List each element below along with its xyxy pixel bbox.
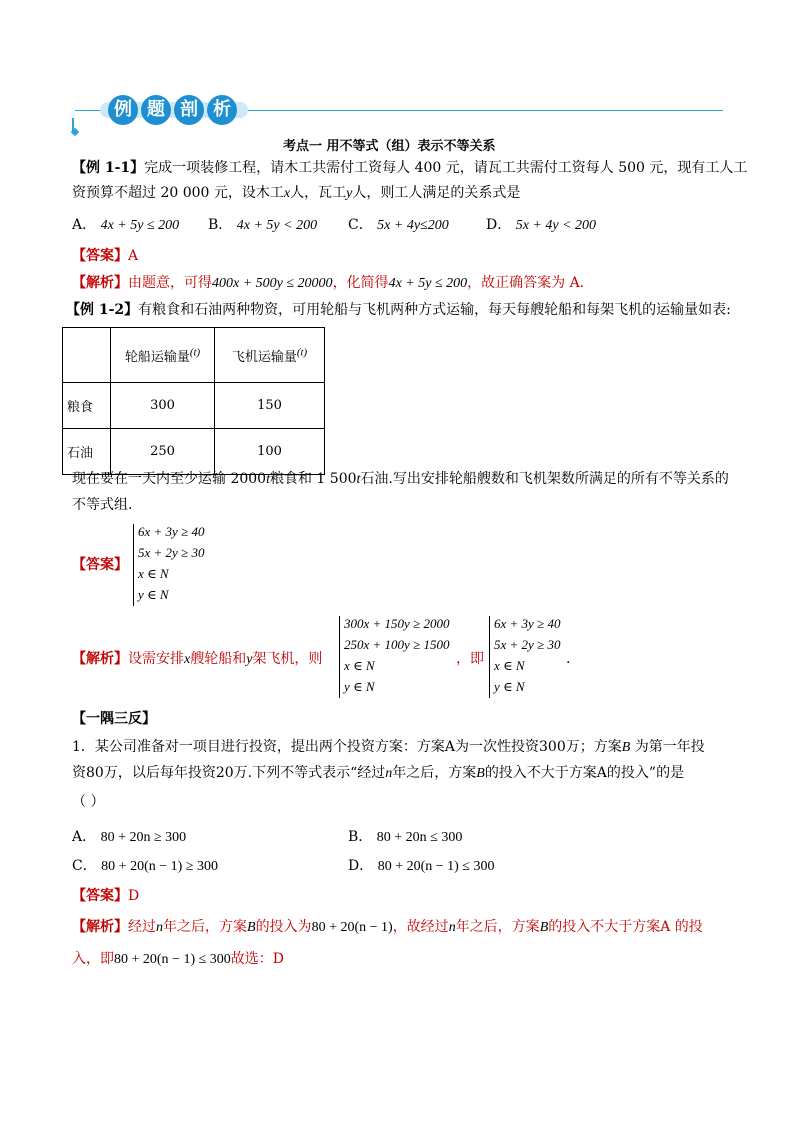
option-label: A．: [72, 217, 97, 233]
analysis-var: n: [156, 920, 163, 935]
option-expr: 80 + 20n ≤ 300: [376, 830, 463, 845]
analysis-expr: 80 + 20(n − 1): [311, 920, 393, 935]
option-label: B．: [208, 217, 233, 233]
ex2-unit-t: t: [266, 472, 270, 487]
header-char-4: 析: [207, 95, 237, 125]
ex1-var-x: x: [283, 186, 291, 201]
table-cell: 100: [215, 429, 325, 475]
ex2-text2b: 粮食和 1 500: [269, 471, 357, 487]
ex2-answer-tag: [72, 554, 128, 576]
section-title: 考点一 用不等式（组）表示不等关系: [283, 139, 496, 154]
ex1-options: [72, 214, 179, 237]
analysis-text: 故选：D: [230, 951, 285, 967]
analysis-expr: 400x + 500y ≤ 20000: [212, 276, 333, 291]
ex2-line1: [66, 299, 731, 321]
q1-analysis-line1: [72, 916, 703, 939]
q1-option-c[interactable]: [72, 855, 218, 878]
system-line: 250x + 100y ≥ 1500: [344, 637, 450, 652]
option-label: C．: [72, 858, 97, 874]
analysis-text: 的投入为: [255, 919, 312, 935]
analysis-text: 由题意，可得: [128, 275, 212, 291]
header-char-3: 剖: [174, 95, 204, 125]
ex1-analysis: [72, 272, 584, 295]
option-label: A．: [72, 829, 97, 845]
header-unit: (t): [296, 346, 308, 359]
table-cell: 石油: [63, 429, 111, 475]
analysis-tag: 【解析】: [72, 651, 128, 667]
q1-text: 资80万，以后每年投资20万.下列不等式表示“经过: [72, 765, 386, 781]
q1-var: n: [385, 766, 393, 781]
option-expr: 5x + 4y≤200: [377, 218, 449, 233]
option-expr: 80 + 20(n − 1) ≥ 300: [101, 859, 218, 874]
table-header-row: [63, 328, 325, 383]
answer-value: D: [128, 888, 140, 904]
table-cell: 250: [111, 429, 215, 475]
analysis-text: 经过: [128, 919, 156, 935]
answer-tag: 【答案】: [72, 888, 128, 904]
q1-option-a[interactable]: [72, 826, 186, 849]
ex1-option-c[interactable]: [348, 214, 449, 237]
brace: [339, 616, 340, 698]
ex1-option-a[interactable]: [72, 217, 179, 233]
analysis-text: 的投入不大于方案A 的投: [548, 919, 703, 935]
q1-option-d[interactable]: [348, 855, 495, 878]
practice-title: 【一隅三反】: [72, 711, 156, 727]
ex2-analysis-end: .: [566, 651, 571, 667]
q1-option-b[interactable]: [348, 826, 462, 849]
analysis-var: B: [539, 920, 549, 935]
analysis-text: 设需安排: [128, 651, 184, 667]
analysis-expr: 4x + 5y ≤ 200: [388, 276, 468, 291]
q1-line2: [72, 762, 684, 785]
ex2-line3: 不等式组.: [72, 497, 133, 513]
ex1-line2: [72, 182, 520, 205]
analysis-text: ，化简得: [332, 275, 389, 291]
q1-text: 的投入不大于方案A的投入”的是: [484, 765, 685, 781]
ex2-analysis-mid: ，即: [456, 651, 484, 667]
header-dot: [71, 128, 79, 136]
option-label: D．: [486, 217, 512, 233]
system-line: 6x + 3y ≥ 40: [138, 524, 205, 539]
ex1-line1: [72, 157, 747, 179]
ex1-text2b: 人，瓦工: [290, 185, 347, 201]
system-line: x ∈ N: [494, 658, 525, 673]
q1-text: 年之后，方案: [392, 765, 477, 781]
ex2-line2: [72, 468, 729, 491]
brace: [489, 616, 490, 698]
system-line: y ∈ N: [138, 587, 169, 602]
ex1-option-b[interactable]: [208, 214, 317, 237]
ex1-text2a: 资预算不超过 20 000 元，设木工: [72, 185, 284, 201]
option-label: D．: [348, 858, 374, 874]
ex1-var-y: y: [346, 186, 353, 201]
analysis-text: ，故经过: [392, 919, 449, 935]
table-header-cell: [63, 328, 111, 383]
analysis-text: 艘轮船和: [190, 651, 247, 667]
table-cell: 粮食: [63, 383, 111, 429]
q1-text: 1．某公司准备对一项目进行投资，提出两个投资方案：方案A为一次性投资300万；方案: [72, 739, 622, 755]
q1-text: 为第一年投: [634, 739, 705, 755]
analysis-tag: 【解析】: [72, 919, 128, 935]
system-line: y ∈ N: [494, 679, 525, 694]
analysis-var: x: [184, 652, 191, 667]
answer-value: A: [128, 248, 139, 264]
ex1-option-d[interactable]: [486, 214, 596, 237]
system-line: 5x + 2y ≥ 30: [138, 545, 205, 560]
analysis-text: 年之后，方案: [455, 919, 540, 935]
table-cell: 150: [215, 383, 325, 429]
table-cell: 300: [111, 383, 215, 429]
table-header-cell: [215, 328, 325, 383]
analysis-text: ，故正确答案为 A.: [467, 275, 585, 291]
brace: [133, 524, 134, 606]
analysis-text: 架飞机，则: [252, 651, 323, 667]
system-line: y ∈ N: [344, 679, 375, 694]
system-line: 5x + 2y ≥ 30: [494, 637, 561, 652]
q1-analysis-line2: [72, 948, 284, 971]
analysis-var: B: [247, 920, 256, 935]
option-expr: 4x + 5y ≤ 200: [100, 218, 180, 233]
system-line: x ∈ N: [138, 566, 169, 581]
option-expr: 4x + 5y < 200: [236, 218, 318, 233]
table-row: [63, 383, 325, 429]
q1-paren: （ ）: [72, 794, 105, 810]
header-label: 轮船运输量: [124, 349, 190, 365]
analysis-var: n: [448, 920, 456, 935]
ex1-text2c: 人，则工人满足的关系式是: [352, 185, 521, 201]
ex2-text2a: 现在要在一天内至少运输 2000: [72, 471, 267, 487]
ex1-answer: [72, 245, 138, 267]
analysis-text: 入，即: [72, 951, 114, 967]
option-label: C．: [348, 217, 373, 233]
header-char-2: 题: [141, 95, 171, 125]
ex1-tag: 【例 1-1】: [72, 160, 145, 176]
analysis-text: 年之后，方案: [163, 919, 247, 935]
transport-table: [62, 327, 325, 475]
system-line: x ∈ N: [344, 658, 375, 673]
analysis-expr: 80 + 20(n − 1) ≤ 300: [114, 952, 231, 967]
header-char-1: 例: [108, 95, 138, 125]
answer-tag: 【答案】: [72, 248, 128, 264]
ex1-text1: 完成一项装修工程，请木工共需付工资每人 400 元，请瓦工共需付工资每人 500 元，现有工人工: [144, 160, 748, 176]
header-unit: (t): [189, 346, 201, 359]
header-label: 飞机运输量: [231, 349, 297, 365]
system-line: 300x + 150y ≥ 2000: [344, 616, 450, 631]
q1-var: B: [621, 740, 631, 755]
option-expr: 80 + 20n ≥ 300: [100, 830, 187, 845]
table-header-cell: [111, 328, 215, 383]
q1-var: B: [476, 766, 485, 781]
ex2-unit-t: t: [356, 472, 361, 487]
ex2-analysis: [72, 648, 322, 671]
system-line: 6x + 3y ≥ 40: [494, 616, 561, 631]
option-label: B．: [348, 829, 373, 845]
ex2-text1: 有粮食和石油两种物资，可用轮船与飞机两种方式运输，每天每艘轮船和每架飞机的运输量如表:: [138, 302, 731, 318]
ex2-tag: 【例 1-2】: [66, 302, 139, 318]
q1-line1: [72, 736, 705, 759]
ex2-text2c: 石油.写出安排轮船艘数和飞机架数所满足的所有不等关系的: [360, 471, 729, 487]
option-expr: 80 + 20(n − 1) ≤ 300: [377, 859, 495, 874]
analysis-tag: 【解析】: [72, 275, 128, 291]
q1-answer: [72, 885, 139, 907]
analysis-var: y: [246, 652, 253, 667]
option-expr: 5x + 4y < 200: [515, 218, 597, 233]
answer-tag: 【答案】: [72, 557, 128, 573]
